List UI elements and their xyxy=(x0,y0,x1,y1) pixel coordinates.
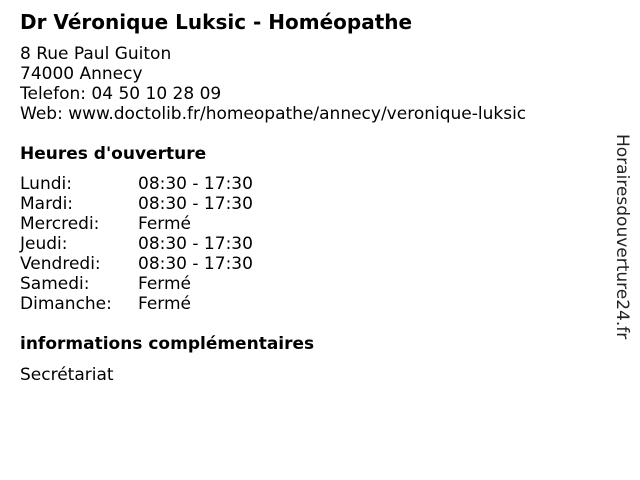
hours-heading: Heures d'ouverture xyxy=(20,144,207,164)
hours-day: Samedi: xyxy=(20,274,90,294)
address-block xyxy=(20,44,526,124)
hours-time: 08:30 - 17:30 xyxy=(138,234,253,254)
hours-day: Jeudi: xyxy=(20,234,68,254)
hours-time: Fermé xyxy=(138,214,192,234)
hours-row xyxy=(20,274,253,294)
hours-day: Dimanche: xyxy=(20,294,112,314)
city: 74000 Annecy xyxy=(20,64,143,84)
hours-time: 08:30 - 17:30 xyxy=(138,174,253,194)
hours-time: Fermé xyxy=(138,294,192,314)
watermark: Horairesdouverture24.fr xyxy=(612,134,632,340)
hours-day: Lundi: xyxy=(20,174,72,194)
info-text: Secrétariat xyxy=(20,365,114,385)
hours-day: Vendredi: xyxy=(20,254,101,274)
info-heading: informations complémentaires xyxy=(20,334,315,354)
hours-day: Mardi: xyxy=(20,194,74,214)
hours-row xyxy=(20,294,253,314)
street-address: 8 Rue Paul Guiton xyxy=(20,44,172,64)
hours-row xyxy=(20,254,253,274)
phone-number: Telefon: 04 50 10 28 09 xyxy=(20,84,222,104)
hours-day: Mercredi: xyxy=(20,214,100,234)
page-title: Dr Véronique Luksic - Homéopathe xyxy=(20,10,413,34)
hours-table xyxy=(20,174,253,314)
website: Web: www.doctolib.fr/homeopathe/annecy/veronique-luksic xyxy=(20,104,527,124)
hours-time: 08:30 - 17:30 xyxy=(138,254,253,274)
hours-row xyxy=(20,234,253,254)
hours-row xyxy=(20,174,253,194)
hours-row xyxy=(20,214,253,234)
hours-row xyxy=(20,194,253,214)
hours-time: 08:30 - 17:30 xyxy=(138,194,253,214)
hours-time: Fermé xyxy=(138,274,192,294)
